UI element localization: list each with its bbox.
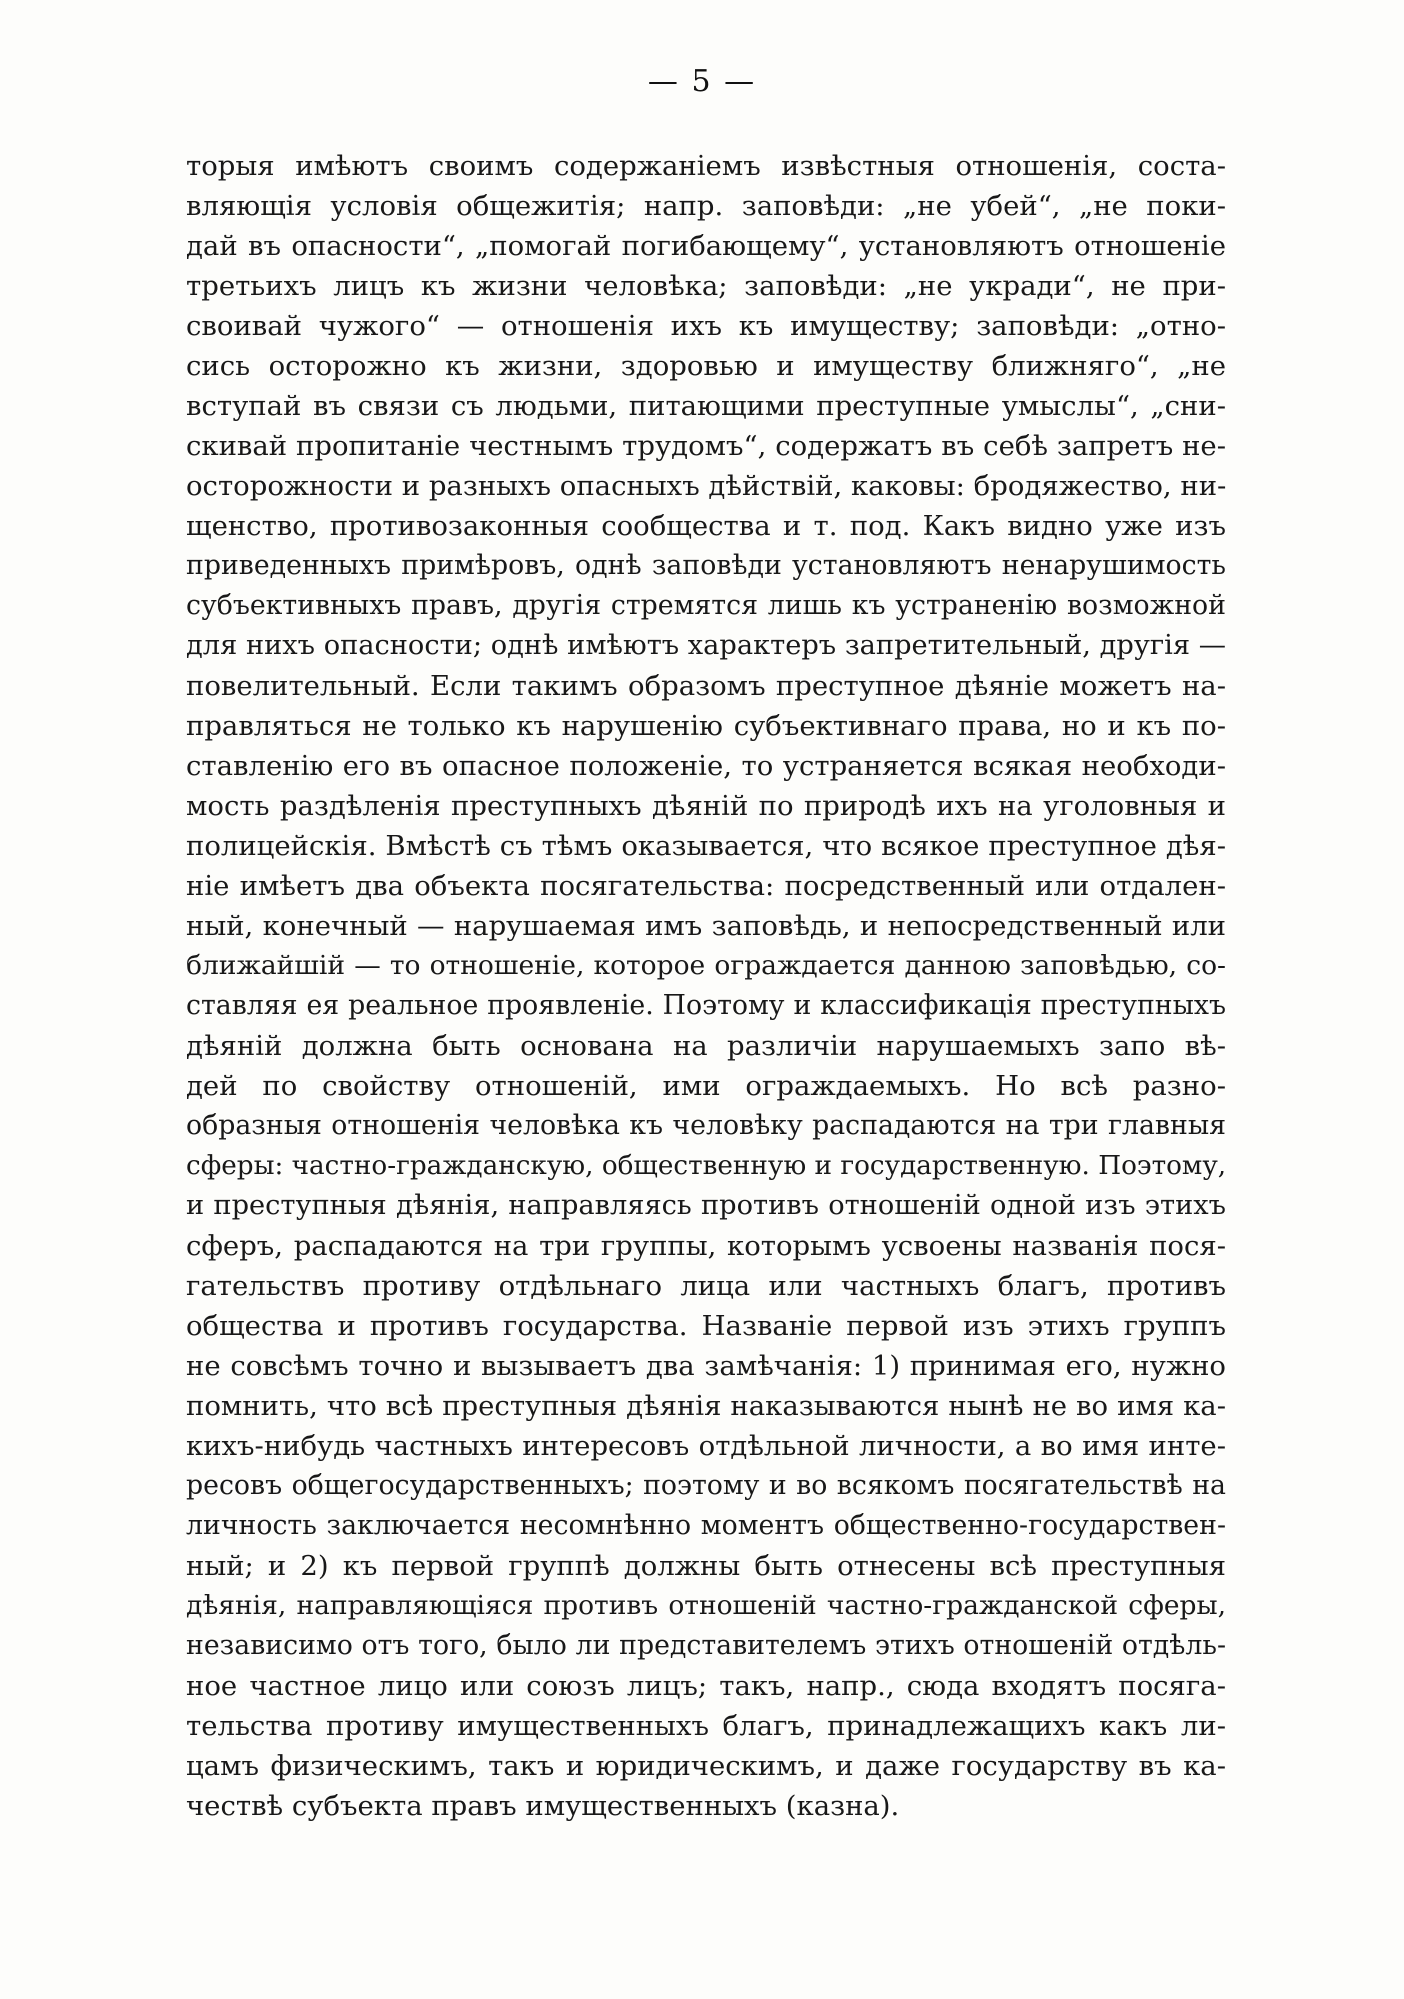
text-line: повелительный. Если такимъ образомъ преступное дѣяніе можетъ на- bbox=[186, 670, 1226, 702]
text-line: сись осторожно къ жизни, здоровью и имуществу ближняго“, „не bbox=[186, 350, 1226, 382]
text-line: мость раздѣленія преступныхъ дѣяній по природѣ ихъ на уголовныя и bbox=[186, 790, 1226, 822]
text-line: общества и противъ государства. Названіе первой изъ этихъ группъ bbox=[186, 1310, 1226, 1342]
text-line: полицейскія. Вмѣстѣ съ тѣмъ оказывается, что всякое преступное дѣя- bbox=[186, 830, 1226, 862]
text-line: приведенныхъ примѣровъ, однѣ заповѣди установляютъ ненарушимость bbox=[186, 550, 1226, 581]
text-line: дей по свойству отношеній, ими ограждаемыхъ. Но всѣ разно- bbox=[186, 1070, 1226, 1102]
text-line: дѣянія, направляющіяся противъ отношеній частно-гражданской сферы, bbox=[186, 1590, 1226, 1621]
text-line: третьихъ лицъ къ жизни человѣка; заповѣди: „не укради“, не при- bbox=[186, 270, 1226, 302]
text-line: ніе имѣетъ два объекта посягательства: посредственный или отдален- bbox=[186, 870, 1226, 902]
text-line: щенство, противозаконныя сообщества и т. под. Какъ видно уже изъ bbox=[186, 510, 1226, 542]
text-line: независимо отъ того, было ли представителемъ этихъ отношеній отдѣль- bbox=[186, 1630, 1226, 1661]
text-line: торыя имѣютъ своимъ содержаніемъ извѣстныя отношенія, соста- bbox=[186, 150, 1226, 182]
text-line: ставляя ея реальное проявленіе. Поэтому и классификація преступныхъ bbox=[186, 990, 1226, 1021]
text-line: вступай въ связи съ людьми, питающими преступные умыслы“, „сни- bbox=[186, 390, 1226, 422]
text-line: правляться не только къ нарушенію субъективнаго права, но и къ по- bbox=[186, 710, 1226, 742]
page-number: — 5 — bbox=[647, 64, 757, 99]
text-line: ное частное лицо или союзъ лицъ; такъ, напр., сюда входятъ посяга- bbox=[186, 1670, 1226, 1702]
text-line: своивай чужого“ — отношенія ихъ къ имуществу; заповѣди: „отно- bbox=[186, 310, 1226, 342]
text-line-last: чествѣ субъекта правъ имущественныхъ (казна). bbox=[186, 1790, 900, 1822]
text-line: дай въ опасности“, „помогай погибающему“, установляютъ отношеніе bbox=[186, 230, 1226, 262]
text-line: вляющія условія общежитія; напр. заповѣди: „не убей“, „не поки- bbox=[186, 190, 1226, 222]
text-line: осторожности и разныхъ опасныхъ дѣйствій, каковы: бродяжество, ни- bbox=[186, 470, 1226, 502]
text-line: помнить, что всѣ преступныя дѣянія наказываются нынѣ не во имя ка- bbox=[186, 1390, 1226, 1422]
text-line: сферъ, распадаются на три группы, которымъ усвоены названія пося- bbox=[186, 1230, 1226, 1262]
body-text bbox=[186, 146, 1226, 1826]
text-line: кихъ-нибудь частныхъ интересовъ отдѣльной личности, а во имя инте- bbox=[186, 1430, 1226, 1462]
text-line: гательствъ противу отдѣльнаго лица или частныхъ благъ, противъ bbox=[186, 1270, 1226, 1302]
text-line: тельства противу имущественныхъ благъ, принадлежащихъ какъ ли- bbox=[186, 1710, 1226, 1742]
text-line: скивай пропитаніе честнымъ трудомъ“, содержатъ въ себѣ запретъ не- bbox=[186, 430, 1226, 462]
text-line: ный, конечный — нарушаемая имъ заповѣдь, и непосредственный или bbox=[186, 910, 1226, 942]
text-line: цамъ физическимъ, такъ и юридическимъ, и даже государству въ ка- bbox=[186, 1750, 1226, 1782]
text-line: ближайшій — то отношеніе, которое ограждается данною заповѣдью, со- bbox=[186, 950, 1226, 981]
text-line: субъективныхъ правъ, другія стремятся лишь къ устраненію возможной bbox=[186, 590, 1226, 621]
text-line: дѣяній должна быть основана на различіи нарушаемыхъ запо вѣ- bbox=[186, 1030, 1226, 1062]
text-line: сферы: частно-гражданскую, общественную и государственную. Поэтому, bbox=[186, 1151, 1226, 1181]
text-line: ный; и 2) къ первой группѣ должны быть отнесены всѣ преступныя bbox=[186, 1550, 1226, 1582]
text-line: ставленію его въ опасное положеніе, то устраняется всякая необходи- bbox=[186, 750, 1226, 782]
text-line: не совсѣмъ точно и вызываетъ два замѣчанія: 1) принимая его, нужно bbox=[186, 1350, 1226, 1382]
text-line: ресовъ общегосударственныхъ; поэтому и во всякомъ посягательствѣ на bbox=[186, 1470, 1226, 1501]
text-line: для нихъ опасности; однѣ имѣютъ характеръ запретительный, другія — bbox=[186, 630, 1226, 661]
text-line: образныя отношенія человѣка къ человѣку распадаются на три главныя bbox=[186, 1110, 1226, 1141]
text-line: и преступныя дѣянія, направляясь противъ отношеній одной изъ этихъ bbox=[186, 1190, 1226, 1221]
text-line: личность заключается несомнѣнно моментъ общественно-государствен- bbox=[186, 1510, 1226, 1541]
